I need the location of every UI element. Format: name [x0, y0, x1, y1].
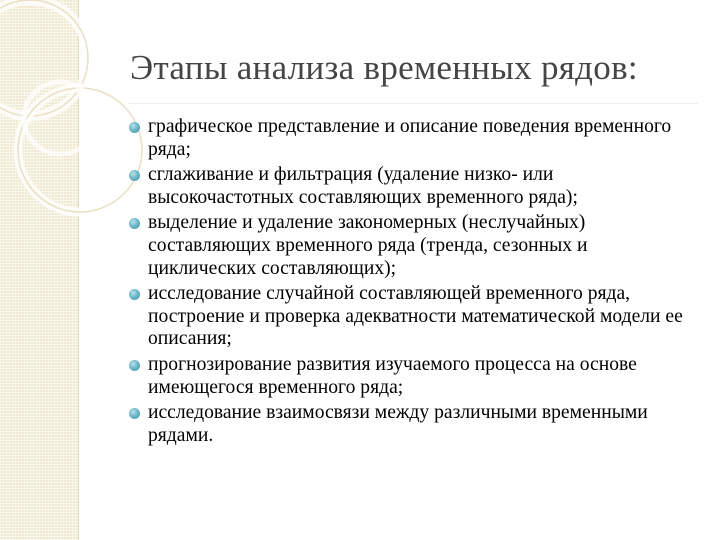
- circle-bullet-icon: [129, 122, 140, 133]
- bullet-text: графическое представление и описание поведения временного ряда;: [148, 116, 672, 160]
- bullet-item: [129, 354, 699, 399]
- bullet-text: выделение и удаление закономерных (неслучайных) составляющих временного ряда (тренда, сезонных и циклических составляющих);: [148, 212, 588, 279]
- bullet-text: исследование взаимосвязи между различными временными рядами.: [148, 402, 648, 446]
- bullet-item: [129, 164, 699, 209]
- circle-bullet-icon: [129, 360, 140, 371]
- title-divider: [128, 103, 698, 104]
- circle-bullet-icon: [129, 289, 140, 300]
- circle-bullet-icon: [129, 170, 140, 181]
- bullet-text: исследование случайной составляющей временного ряда, построение и проверка адекватности математической модели ее описания;: [148, 283, 683, 350]
- circle-bullet-icon: [129, 218, 140, 229]
- bullet-item: [129, 283, 699, 351]
- bullet-text: прогнозирование развития изучаемого процесса на основе имеющегося временного ряда;: [148, 353, 637, 398]
- bullet-item: [129, 212, 699, 280]
- slide-title: Этапы анализа временных рядов:: [130, 48, 638, 87]
- bullet-list: [129, 116, 699, 450]
- bullet-item: [129, 402, 699, 447]
- bullet-item: [129, 116, 699, 161]
- circle-bullet-icon: [129, 408, 140, 419]
- bullet-text: сглаживание и фильтрация (удаление низко- или высокочастотных составляющих временного ряда);: [148, 164, 578, 208]
